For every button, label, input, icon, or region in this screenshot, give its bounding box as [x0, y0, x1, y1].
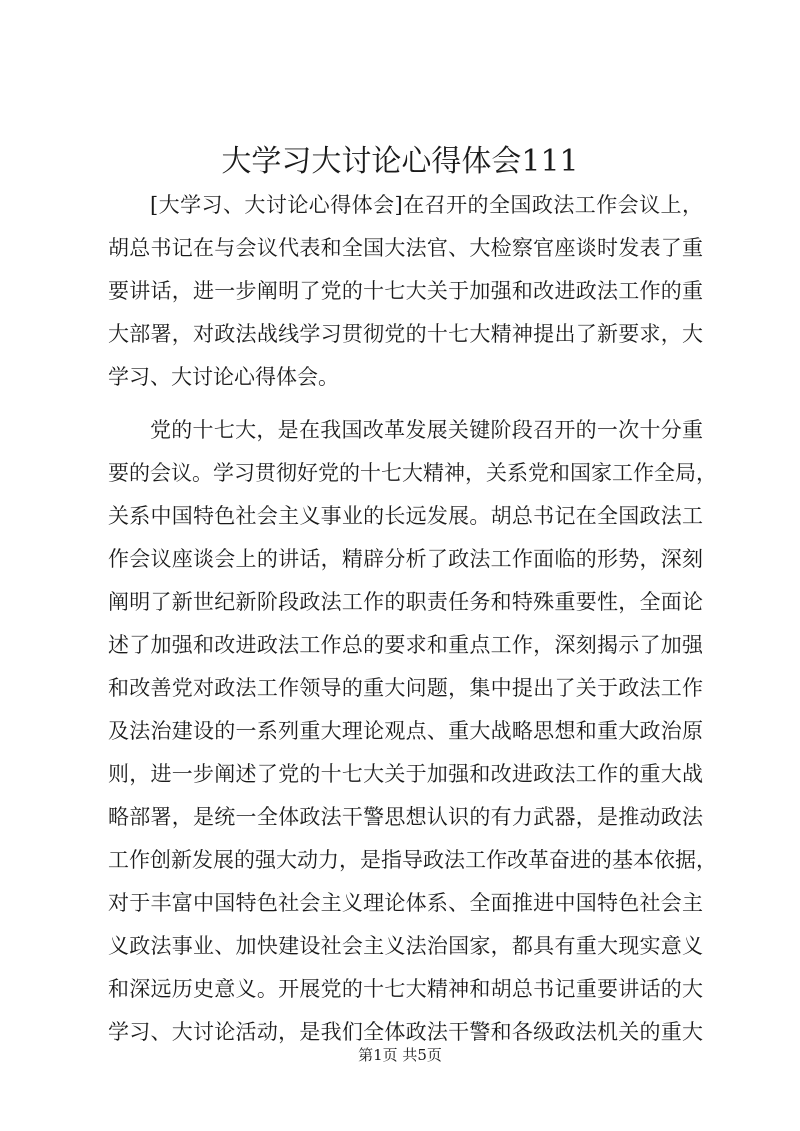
document-body — [108, 184, 717, 1064]
paragraph-2 — [108, 409, 717, 1054]
text-line: 阐明了新世纪新阶段政法工作的职责任务和特殊重要性，全面论 — [108, 590, 703, 614]
document-title: 大学习大讨论心得体会111 — [221, 144, 579, 179]
text-line: 学习、大讨论活动，是我们全体政法干警和各级政法机关的重大 — [108, 1020, 703, 1044]
text-line: 胡总书记在与会议代表和全国大法官、大检察官座谈时发表了重 — [108, 236, 703, 260]
text-line: 关系中国特色社会主义事业的长远发展。胡总书记在全国政法工 — [108, 504, 703, 528]
text-line: 学习、大讨论心得体会。 — [108, 365, 339, 389]
text-line: 工作创新发展的强大动力，是指导政法工作改革奋进的基本依据， — [108, 848, 717, 872]
text-line: 要讲话，进一步阐明了党的十七大关于加强和改进政法工作的重 — [108, 279, 703, 303]
page-footer: 第1页 共5页 — [358, 1046, 442, 1064]
text-line: 对于丰富中国特色社会主义理论体系、全面推进中国特色社会主 — [108, 891, 703, 915]
text-line: 略部署，是统一全体政法干警思想认识的有力武器，是推动政法 — [108, 805, 703, 829]
text-line: 则，进一步阐述了党的十七大关于加强和改进政法工作的重大战 — [108, 762, 703, 786]
paragraph-1 — [108, 184, 703, 399]
text-line: 要的会议。学习贯彻好党的十七大精神，关系党和国家工作全局， — [108, 461, 717, 485]
text-line: 和深远历史意义。开展党的十七大精神和胡总书记重要讲话的大 — [108, 977, 703, 1001]
text-line: 述了加强和改进政法工作总的要求和重点工作，深刻揭示了加强 — [108, 633, 703, 657]
text-line: 和改善党对政法工作领导的重大问题，集中提出了关于政法工作 — [108, 676, 703, 700]
text-line: 及法治建设的一系列重大理论观点、重大战略思想和重大政治原 — [108, 719, 703, 743]
text-line: [大学习、大讨论心得体会]在召开的全国政法工作会议上， — [150, 193, 703, 217]
text-line: 义政法事业、加快建设社会主义法治国家，都具有重大现实意义 — [108, 934, 703, 958]
text-line: 党的十七大，是在我国改革发展关键阶段召开的一次十分重 — [150, 418, 703, 442]
text-line: 作会议座谈会上的讲话，精辟分析了政法工作面临的形势，深刻 — [108, 547, 703, 571]
text-line: 大部署，对政法战线学习贯彻党的十七大精神提出了新要求，大 — [108, 322, 703, 346]
